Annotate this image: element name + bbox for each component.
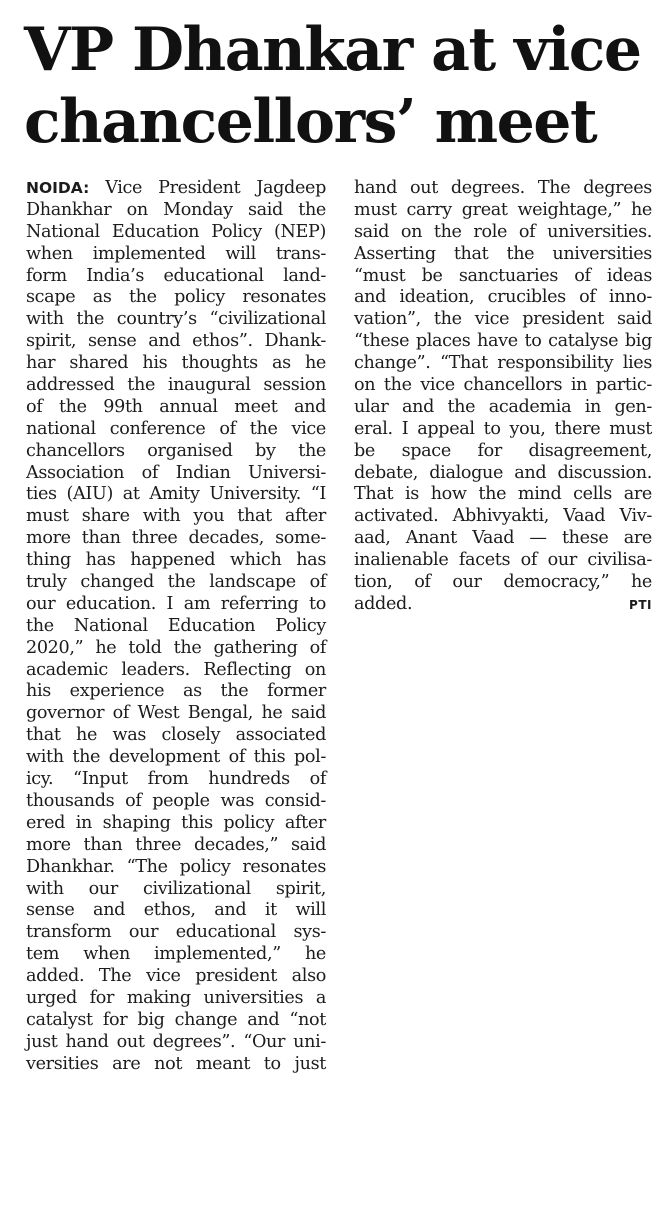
body-line: with our civilizational spirit, — [26, 878, 326, 899]
agency-credit: PTI — [629, 597, 652, 612]
body-line: must carry great weightage,” he — [354, 199, 652, 220]
body-line: debate, dialogue and discussion. — [354, 462, 652, 483]
body-line: inalienable facets of our civilisa- — [354, 550, 652, 571]
body-line: be space for disagreement, — [354, 440, 652, 461]
headline-line-2: chancellors’ meet — [24, 87, 597, 157]
body-line: That is how the mind cells are — [354, 484, 652, 505]
body-line: ular and the academia in gen- — [354, 396, 652, 417]
body-line: that he was closely associated — [26, 725, 326, 746]
body-line: Association of Indian Universi- — [26, 462, 326, 483]
body-line: just hand out degrees”. “Our uni- — [26, 1031, 326, 1052]
body-line: ered in shaping this policy after — [26, 812, 326, 833]
body-line: the National Education Policy — [26, 615, 326, 636]
body-line: national conference of the vice — [26, 418, 326, 439]
body-line: said on the role of universities. — [354, 221, 652, 242]
body-line: catalyst for big change and “not — [26, 1009, 326, 1030]
body-line: added. The vice president also — [26, 966, 326, 987]
body-line-final — [354, 594, 652, 616]
body-line: chancellors organised by the — [26, 440, 326, 461]
body-line: addressed the inaugural session — [26, 375, 326, 396]
body-line — [26, 178, 326, 200]
body-line: with the development of this pol- — [26, 747, 326, 768]
article-column-left — [26, 178, 326, 1076]
body-line: change”. “That responsibility lies — [354, 353, 652, 374]
body-text: added. — [354, 593, 413, 614]
body-line: thing has happened which has — [26, 550, 326, 571]
headline-line-1: VP Dhankar at vice — [24, 15, 641, 85]
body-line: hand out degrees. The degrees — [354, 178, 652, 198]
body-line: scape as the policy resonates — [26, 287, 326, 308]
body-line: more than three decades, some- — [26, 528, 326, 549]
body-line: tem when implemented,” he — [26, 944, 326, 965]
article-column-right — [354, 178, 652, 616]
body-line: sense and ethos, and it will — [26, 900, 326, 921]
body-line: academic leaders. Reflecting on — [26, 659, 326, 680]
body-line: “must be sanctuaries of ideas — [354, 265, 652, 286]
body-line: Dhankhar. “The policy resonates — [26, 856, 326, 877]
body-line: when implemented will trans- — [26, 243, 326, 264]
body-line: must share with you that after — [26, 506, 326, 527]
body-line: his experience as the former — [26, 681, 326, 702]
body-line: our education. I am referring to — [26, 593, 326, 614]
body-line: Asserting that the universities — [354, 243, 652, 264]
body-line: Dhankhar on Monday said the — [26, 199, 326, 220]
body-line: versities are not meant to just — [26, 1053, 326, 1074]
body-line: 2020,” he told the gathering of — [26, 637, 326, 658]
body-line: more than three decades,” said — [26, 834, 326, 855]
body-line: activated. Abhivyakti, Vaad Viv- — [354, 506, 652, 527]
body-line: thousands of people was consid- — [26, 790, 326, 811]
body-line: “these places have to catalyse big — [354, 331, 652, 352]
headline — [24, 14, 654, 158]
body-line: and ideation, crucibles of inno- — [354, 287, 652, 308]
body-text: Vice President Jagdeep — [89, 178, 326, 198]
body-line: form India’s educational land- — [26, 265, 326, 286]
body-line: aad, Anant Vaad — these are — [354, 528, 652, 549]
body-line: transform our educational sys- — [26, 922, 326, 943]
body-line: ties (AIU) at Amity University. “I — [26, 484, 326, 505]
body-line: National Education Policy (NEP) — [26, 221, 326, 242]
body-line: spirit, sense and ethos”. Dhank- — [26, 331, 326, 352]
body-line: of the 99th annual meet and — [26, 396, 326, 417]
body-line: truly changed the landscape of — [26, 572, 326, 593]
body-line: vation”, the vice president said — [354, 309, 652, 330]
body-line: tion, of our democracy,” he — [354, 572, 652, 593]
body-line: har shared his thoughts as he — [26, 353, 326, 374]
body-line: governor of West Bengal, he said — [26, 703, 326, 724]
body-line: urged for making universities a — [26, 987, 326, 1008]
body-line: icy. “Input from hundreds of — [26, 769, 326, 790]
dateline: NOIDA: — [26, 179, 90, 197]
body-line: on the vice chancellors in partic- — [354, 375, 652, 396]
body-line: with the country’s “civilizational — [26, 309, 326, 330]
body-line: eral. I appeal to you, there must — [354, 418, 652, 439]
